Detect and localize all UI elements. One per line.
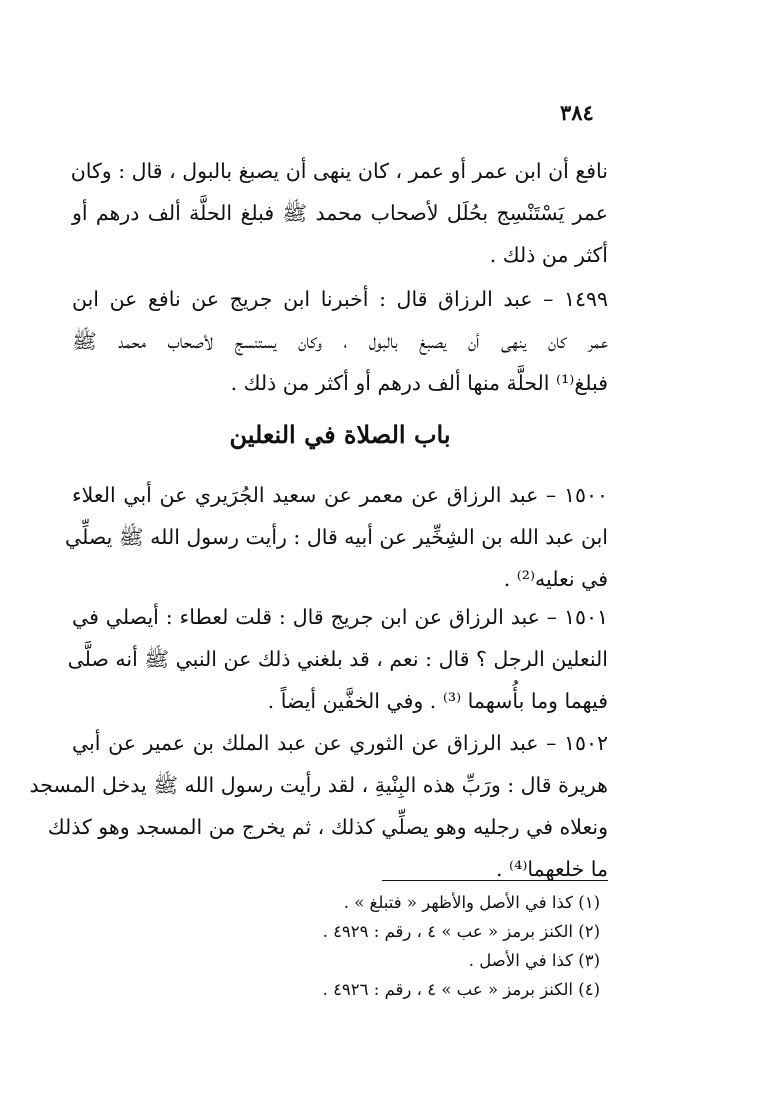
text-line: ابن عبد الله بن الشِخِّير عن أبيه قال : رأيت رسول الله ﷺ يصلِّي: [65, 525, 608, 549]
text-line: في نعليه⁽²⁾ .: [503, 567, 608, 591]
text-line: ١٥٠١ – عبد الرزاق عن ابن جريج قال : قلت لعطاء : أيصلي في: [72, 605, 608, 629]
text-line: النعلين الرجل ؟ قال : نعم ، قد بلغني ذلك عن النبي ﷺ أنه صلَّى: [67, 647, 608, 671]
text-line: هريرة قال : ورَبِّ هذه البِنْيةِ ، لقد رأيت رسول الله ﷺ يدخل المسجد: [29, 773, 608, 797]
text-line: أكثر من ذلك .: [489, 243, 608, 267]
paragraph-1499: [72, 278, 608, 404]
text-line: فيهما وما بأُسهما ⁽³⁾ . وفي الخفَّين أيضاً .: [267, 689, 608, 713]
paragraph-1500: [65, 474, 608, 600]
paragraph-continuation: [72, 150, 608, 276]
text-line: ونعلاه في رجليه وهو يصلِّي كذلك ، ثم يخرج من المسجد وهو كذلك: [47, 815, 608, 839]
text-line: فبلغ⁽¹⁾ الحلَّة منها ألف درهم أو أكثر من ذلك .: [230, 371, 608, 395]
text-line: ١٥٠٠ – عبد الرزاق عن معمر عن سعيد الجُرَيري عن أبي العلاء: [72, 483, 608, 507]
text-line: عمر يَسْتَنْسِج بحُلَل لأصحاب محمد ﷺ فبلغ الحلَّة ألف درهم أو: [72, 201, 608, 225]
footnote: (٣) كذا في الأصل .: [468, 951, 600, 970]
footnote: (٢) الكنز برمز « عب » ٤ ، رقم : ٤٩٢٩ .: [322, 922, 600, 941]
text-line: ما خلعهما⁽⁴⁾ .: [496, 857, 608, 881]
text-line: عمر كان ينهى أن يصبغ بالبول ، وكان يستنسج لأصحاب محمد ﷺ: [72, 329, 608, 353]
chapter-heading: باب الصلاة في النعلين: [229, 420, 451, 449]
text-line: نافع أن ابن عمر أو عمر ، كان ينهى أن يصبغ بالبول ، قال : وكان: [70, 159, 608, 183]
footnote: (١) كذا في الأصل والأظهر « فتبلغ » .: [343, 893, 600, 912]
paragraph-1502: [29, 722, 608, 890]
page-number: ٣٨٤: [560, 100, 594, 125]
text-line: ١٤٩٩ – عبد الرزاق قال : أخبرنا ابن جريج عن نافع عن ابن: [72, 287, 608, 311]
paragraph-1501: [67, 596, 608, 722]
text-line: ١٥٠٢ – عبد الرزاق عن الثوري عن عبد الملك بن عمير عن أبي: [72, 731, 608, 755]
footnote: (٤) الكنز برمز « عب » ٤ ، رقم : ٤٩٢٦ .: [322, 980, 600, 999]
footnotes: [260, 888, 600, 1004]
footnote-separator: [382, 880, 608, 881]
